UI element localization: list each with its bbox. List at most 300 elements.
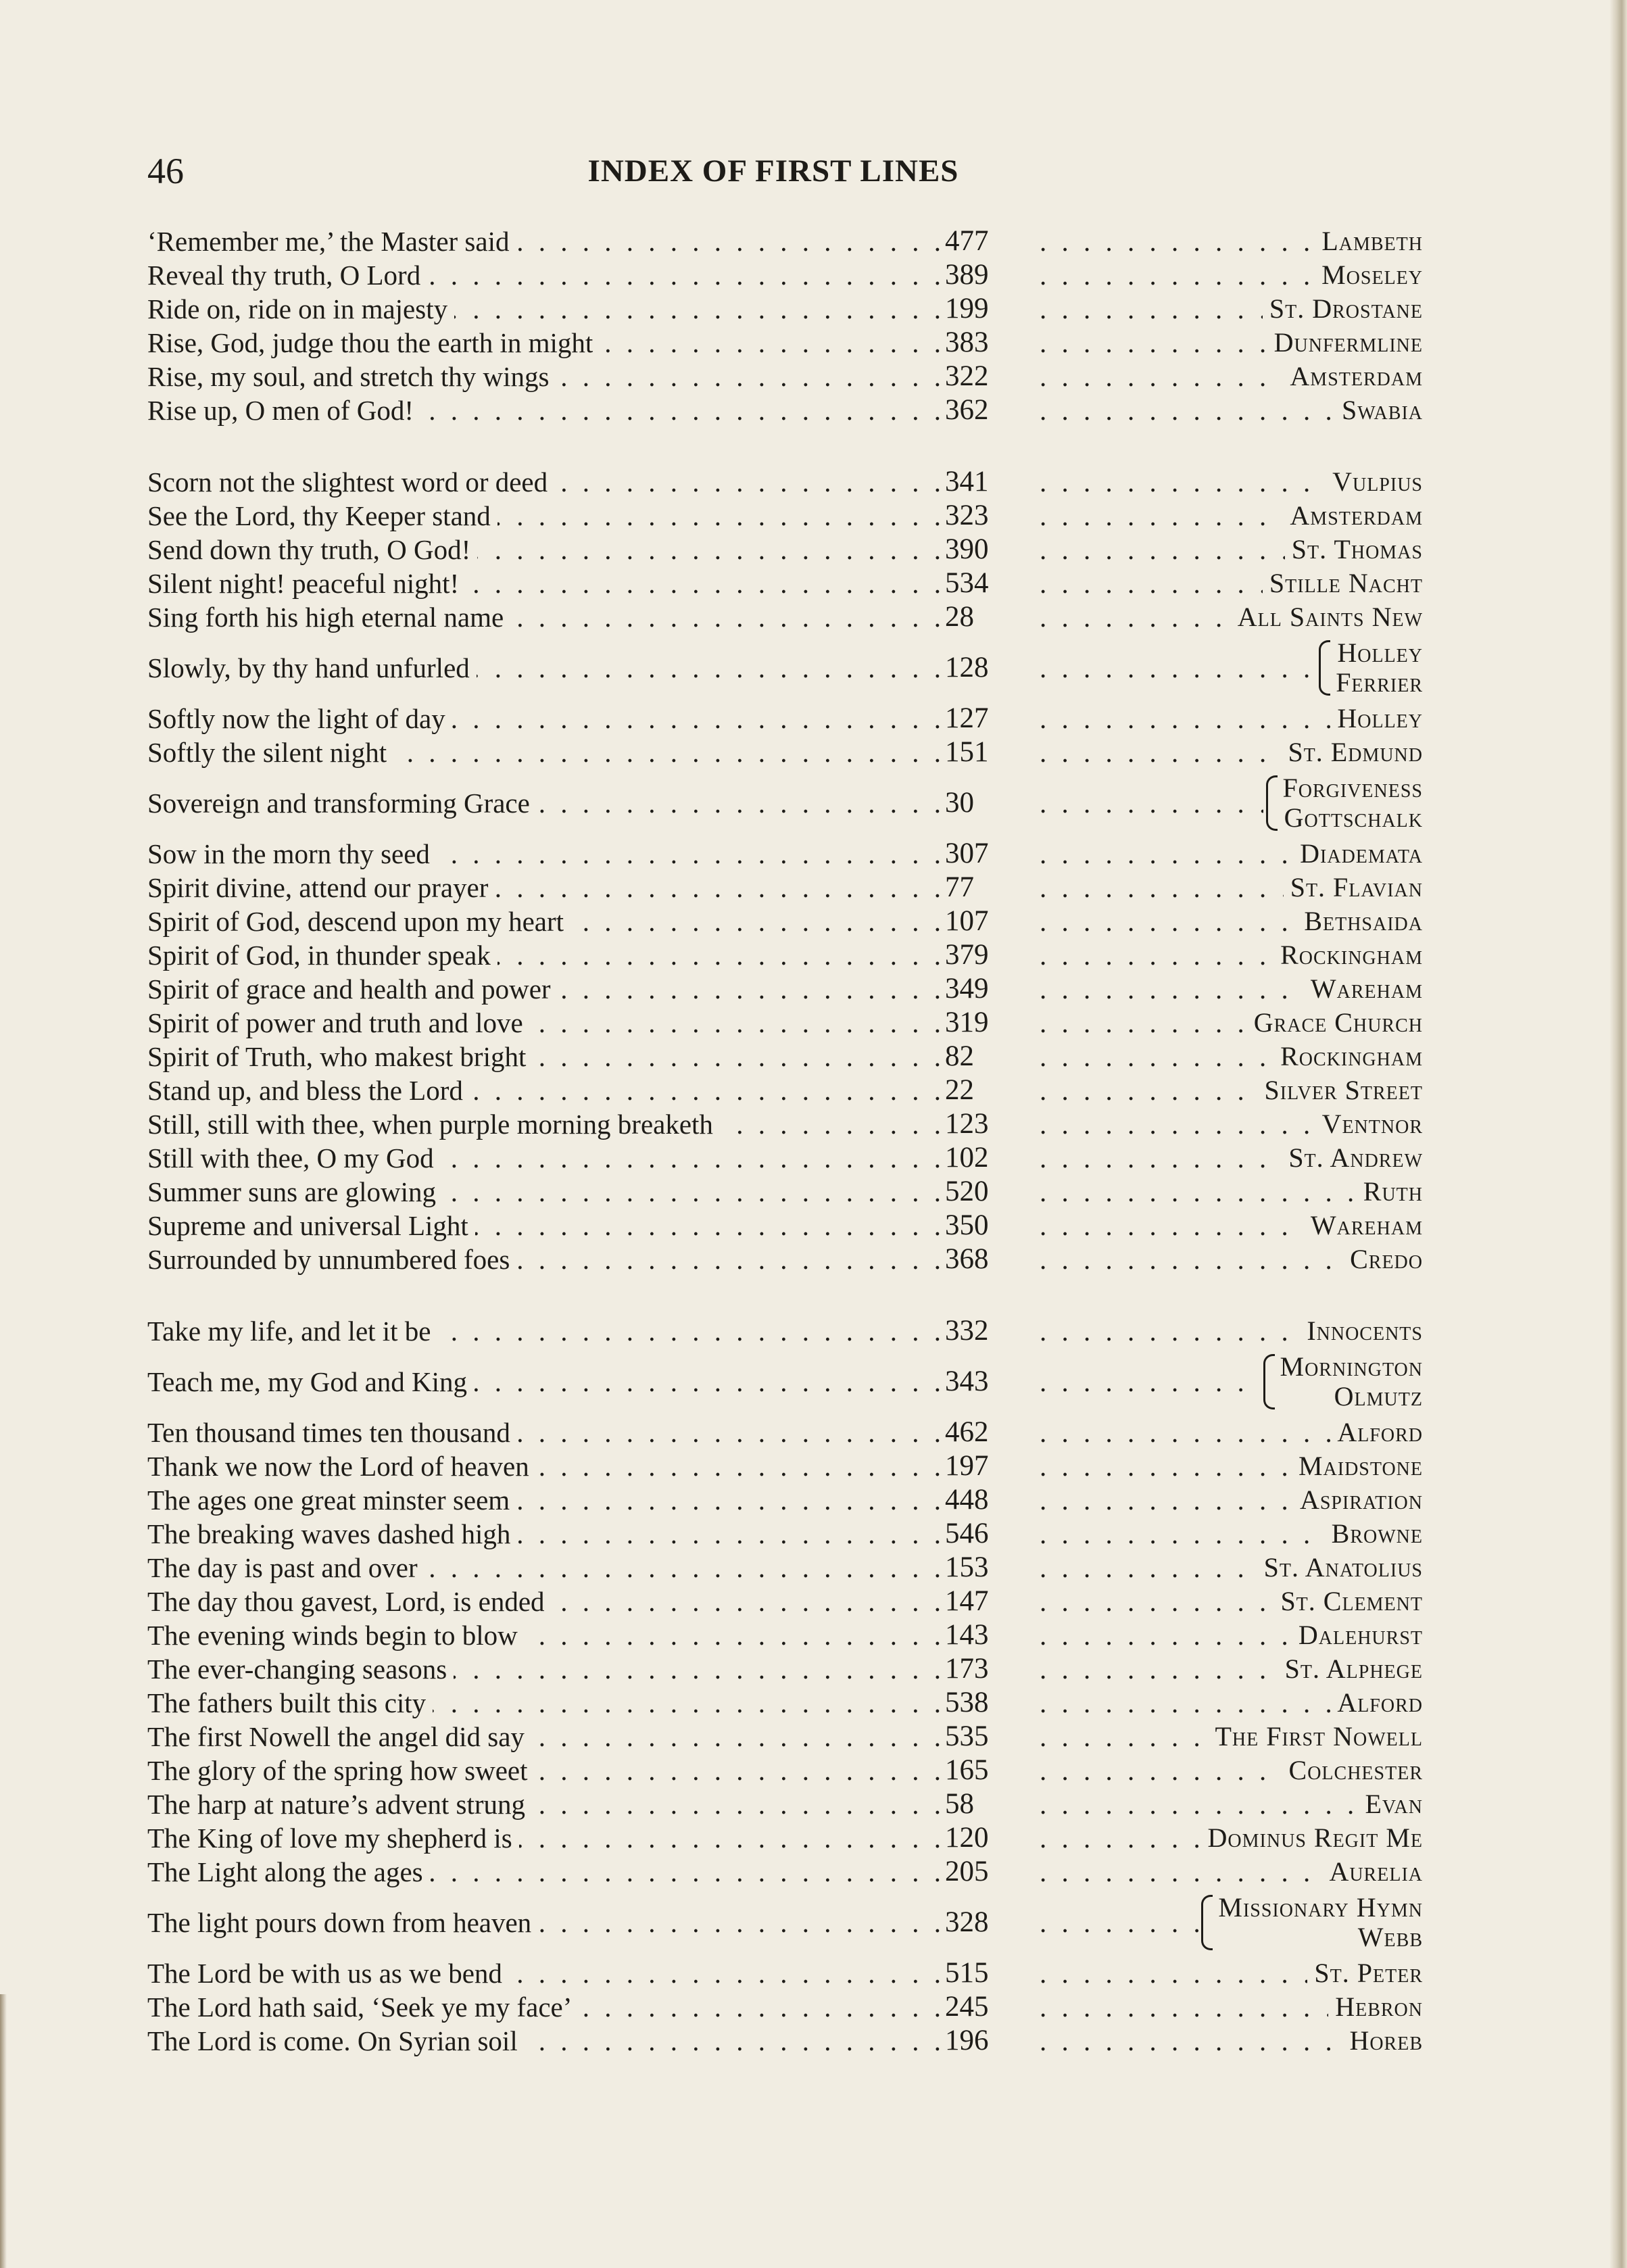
- tune-name: Wareham: [1310, 973, 1423, 1004]
- dot-leader: [452, 702, 945, 735]
- first-line-cell: [147, 2024, 945, 2058]
- index-entry: [147, 533, 1423, 566]
- first-line-cell: [147, 1686, 945, 1720]
- index-entry: [147, 600, 1423, 634]
- hymn-number: 328: [945, 1906, 989, 1938]
- dot-leader: [1040, 1686, 1330, 1720]
- dot-leader: [1040, 326, 1267, 360]
- index-entry: [147, 1787, 1423, 1821]
- index-entry: [147, 702, 1423, 735]
- tune-name: St. Clement: [1280, 1586, 1423, 1616]
- dot-leader: [1040, 1209, 1304, 1242]
- tune-cell: [1040, 1652, 1423, 1686]
- tune-cell: [1040, 1242, 1423, 1276]
- index-entry: [147, 1242, 1423, 1276]
- dot-leader: [1040, 1073, 1258, 1107]
- index-entry: [147, 1754, 1423, 1787]
- tune-cell: [1040, 465, 1423, 499]
- dot-leader: [1040, 465, 1326, 499]
- dot-leader: [1040, 533, 1285, 566]
- index-entry: [147, 393, 1423, 427]
- index-entry: [147, 1416, 1423, 1449]
- first-line-text: Supreme and universal Light: [147, 1210, 468, 1241]
- dot-leader: [430, 1855, 945, 1889]
- tune-cell: [1040, 1209, 1423, 1242]
- first-line-text: Rise up, O men of God!: [147, 395, 414, 426]
- dot-leader: [1040, 1365, 1261, 1399]
- dot-leader: [443, 1175, 945, 1209]
- first-line-cell: [147, 326, 945, 360]
- first-line-cell: [147, 1517, 945, 1551]
- first-line-cell: [147, 651, 945, 685]
- tune-cell: [1040, 1855, 1423, 1889]
- index-entry: [147, 1449, 1423, 1483]
- index-entry: [147, 1073, 1423, 1107]
- index-entry: [147, 1585, 1423, 1618]
- brace-icon: [1201, 1895, 1213, 1950]
- dot-leader: [438, 1314, 945, 1348]
- tune-cell: [1040, 1787, 1423, 1821]
- tune-name: Colchester: [1288, 1755, 1423, 1785]
- tune-name: Vulpius: [1332, 466, 1423, 497]
- tune-cell: [1040, 1416, 1423, 1449]
- hymn-number: 77: [945, 871, 974, 903]
- dot-leader: [474, 1365, 945, 1399]
- first-line-cell: [147, 1209, 945, 1242]
- tune-cell: [1040, 1754, 1423, 1787]
- hymn-number: 197: [945, 1450, 989, 1482]
- index-entry: [147, 871, 1423, 904]
- hymn-number: 546: [945, 1518, 989, 1549]
- index-entry: [147, 1956, 1423, 1990]
- dot-leader: [525, 1618, 945, 1652]
- index-entry: [147, 1314, 1423, 1348]
- tune-name: Missionary Hymn: [1218, 1893, 1423, 1923]
- hymn-number: 341: [945, 466, 989, 498]
- first-line-cell: [147, 972, 945, 1006]
- index-entry: [147, 1855, 1423, 1889]
- index-entry: [147, 1517, 1423, 1551]
- tune-cell: [1040, 1893, 1423, 1952]
- first-line-cell: [147, 1585, 945, 1618]
- tune-name: Amsterdam: [1290, 500, 1423, 531]
- first-line-text: The ever-changing seasons: [147, 1654, 447, 1685]
- dot-leader: [495, 871, 945, 904]
- index-entry: [147, 1040, 1423, 1073]
- tune-cell: [1040, 1956, 1423, 1990]
- index-section: [147, 1314, 1423, 2058]
- tune-name: Grace Church: [1253, 1007, 1423, 1038]
- first-line-text: The light pours down from heaven: [147, 1907, 532, 1938]
- hymn-number: 153: [945, 1551, 989, 1583]
- index-entry: [147, 2024, 1423, 2058]
- tune-cell: [1040, 600, 1423, 634]
- index-entry: [147, 1175, 1423, 1209]
- tune-cell: [1040, 1040, 1423, 1073]
- first-line-text: Spirit of grace and health and power: [147, 973, 551, 1005]
- index-entry: [147, 1990, 1423, 2024]
- dot-leader: [1040, 393, 1335, 427]
- index-entry: [147, 1551, 1423, 1585]
- tune-cell: [1040, 1618, 1423, 1652]
- index-entry: [147, 1686, 1423, 1720]
- first-line-cell: [147, 1956, 945, 1990]
- dot-leader: [1040, 1006, 1247, 1040]
- index-section: [147, 224, 1423, 427]
- dot-leader: [554, 465, 945, 499]
- first-line-text: Still with thee, O my God: [147, 1142, 434, 1174]
- tune-name: Ferrier: [1336, 667, 1423, 698]
- first-line-text: The Lord be with us as we bend: [147, 1958, 502, 1989]
- index-entry: [147, 1141, 1423, 1175]
- tune-cell: [1040, 1314, 1423, 1348]
- tune-pair: [1198, 1893, 1423, 1952]
- tune-cell: [1040, 1483, 1423, 1517]
- first-line-cell: [147, 1720, 945, 1754]
- dot-leader: [1040, 600, 1231, 634]
- dot-leader: [466, 566, 945, 600]
- dot-leader: [393, 735, 945, 769]
- first-line-cell: [147, 1365, 945, 1399]
- dot-leader: [1040, 1483, 1293, 1517]
- tune-name: St. Andrew: [1288, 1142, 1423, 1173]
- first-line-cell: [147, 465, 945, 499]
- index-entry: [147, 972, 1423, 1006]
- tune-name: Aurelia: [1329, 1856, 1423, 1887]
- tune-name: St. Drostane: [1269, 293, 1423, 324]
- dot-leader: [1040, 1314, 1300, 1348]
- tune-name: Dalehurst: [1298, 1620, 1423, 1650]
- page-edge-shadow: [1609, 0, 1627, 2268]
- first-line-cell: [147, 499, 945, 533]
- dot-leader: [579, 1990, 945, 2024]
- tune-name: The First Nowell: [1215, 1721, 1423, 1752]
- tune-name: Amsterdam: [1290, 361, 1423, 391]
- first-line-cell: [147, 735, 945, 769]
- hymn-number: 245: [945, 1991, 989, 2023]
- first-line-cell: [147, 1618, 945, 1652]
- first-line-cell: [147, 1906, 945, 1939]
- index-entry: [147, 360, 1423, 393]
- index-entry: [147, 1107, 1423, 1141]
- first-line-cell: [147, 702, 945, 735]
- dot-leader: [1040, 1449, 1292, 1483]
- first-line-text: Stand up, and bless the Lord: [147, 1075, 463, 1106]
- tune-pair: [1316, 638, 1423, 698]
- hymn-number: 322: [945, 360, 989, 392]
- first-line-text: The harp at nature’s advent strung: [147, 1789, 526, 1820]
- dot-leader: [537, 786, 945, 820]
- index-entry: [147, 634, 1423, 702]
- dot-leader: [535, 1754, 946, 1787]
- tune-pair: [1263, 773, 1423, 833]
- index-entry: [147, 1483, 1423, 1517]
- first-line-text: Ride on, ride on in majesty: [147, 293, 448, 324]
- hymn-number: 307: [945, 838, 989, 869]
- first-line-text: Spirit of Truth, who makest bright: [147, 1041, 527, 1072]
- index-entry: [147, 1720, 1423, 1754]
- tune-cell: [1040, 1352, 1423, 1412]
- dot-leader: [470, 1073, 945, 1107]
- tune-name: Lambeth: [1321, 226, 1423, 256]
- hymn-number: 30: [945, 787, 974, 819]
- dot-leader: [1040, 1754, 1282, 1787]
- tune-cell: [1040, 1686, 1423, 1720]
- dot-leader: [1040, 1517, 1325, 1551]
- dot-leader: [1040, 2024, 1342, 2058]
- dot-leader: [558, 972, 945, 1006]
- first-line-text: See the Lord, thy Keeper stand: [147, 500, 491, 531]
- tune-name: Webb: [1357, 1922, 1423, 1952]
- tune-cell: [1040, 1006, 1423, 1040]
- hymn-number: 349: [945, 973, 989, 1005]
- first-line-text: The breaking waves dashed high: [147, 1518, 511, 1549]
- tune-name: Bethsaida: [1304, 906, 1423, 936]
- dot-leader: [477, 533, 945, 566]
- dot-leader: [1040, 1821, 1201, 1855]
- tune-cell: [1040, 1517, 1423, 1551]
- first-line-text: Slowly, by thy hand unfurled: [147, 652, 470, 683]
- dot-leader: [1040, 292, 1263, 326]
- dot-leader: [1040, 224, 1315, 258]
- tune-name: Alford: [1337, 1417, 1423, 1447]
- tune-name: Alford: [1337, 1687, 1423, 1718]
- first-line-text: The King of love my shepherd is: [147, 1823, 512, 1854]
- first-line-cell: [147, 1175, 945, 1209]
- hymn-number: 368: [945, 1243, 989, 1275]
- first-line-text: Take my life, and let it be: [147, 1316, 431, 1347]
- hymn-number: 332: [945, 1315, 989, 1347]
- index-entry: [147, 837, 1423, 871]
- dot-leader: [531, 1720, 945, 1754]
- first-line-text: Softly now the light of day: [147, 703, 445, 734]
- index-entry: [147, 769, 1423, 837]
- dot-leader: [536, 1449, 945, 1483]
- tune-cell: [1040, 837, 1423, 871]
- first-line-text: The fathers built this city: [147, 1687, 427, 1718]
- page-title: INDEX OF FIRST LINES: [587, 153, 959, 189]
- dot-leader: [1040, 258, 1315, 292]
- tune-name: Gottschalk: [1284, 802, 1423, 833]
- tune-name: Diademata: [1300, 838, 1423, 869]
- tune-name: St. Thomas: [1291, 534, 1423, 564]
- tune-cell: [1040, 1107, 1423, 1141]
- hymn-number: 350: [945, 1209, 989, 1241]
- tune-cell: [1040, 258, 1423, 292]
- first-line-cell: [147, 1551, 945, 1585]
- first-line-text: Rise, God, judge thou the earth in might: [147, 327, 593, 358]
- tune-name: Evan: [1365, 1789, 1423, 1819]
- dot-leader: [427, 258, 945, 292]
- dot-leader: [510, 600, 945, 634]
- tune-name: Holley: [1337, 703, 1423, 733]
- dot-leader: [1040, 871, 1284, 904]
- brace-icon: [1263, 1354, 1275, 1409]
- dot-leader: [1040, 499, 1283, 533]
- dot-leader: [532, 1787, 945, 1821]
- first-line-text: The Lord hath said, ‘Seek ye my face’: [147, 1992, 573, 2023]
- tune-cell: [1040, 972, 1423, 1006]
- hymn-number: 165: [945, 1754, 989, 1786]
- tune-name: Browne: [1331, 1518, 1423, 1549]
- index-entry: [147, 1618, 1423, 1652]
- dot-leader: [1040, 1855, 1322, 1889]
- first-line-text: Sovereign and transforming Grace: [147, 788, 530, 819]
- hymn-number: 538: [945, 1687, 989, 1718]
- hymn-number: 383: [945, 327, 989, 358]
- hymn-number: 143: [945, 1619, 989, 1651]
- index-entry: [147, 1006, 1423, 1040]
- tune-cell: [1040, 735, 1423, 769]
- page-number: 46: [147, 151, 184, 191]
- first-line-text: The Light along the ages: [147, 1856, 423, 1887]
- hymn-number: 107: [945, 905, 989, 937]
- hymn-number: 323: [945, 500, 989, 531]
- index-of-first-lines: [147, 224, 1423, 2058]
- dot-leader: [517, 1416, 945, 1449]
- first-line-text: Silent night! peaceful night!: [147, 568, 460, 599]
- first-line-cell: [147, 393, 945, 427]
- dot-leader: [1040, 1141, 1282, 1175]
- first-line-cell: [147, 871, 945, 904]
- first-line-text: Thank we now the Lord of heaven: [147, 1451, 529, 1482]
- dot-leader: [530, 1006, 945, 1040]
- first-line-cell: [147, 1040, 945, 1073]
- index-entry: [147, 1821, 1423, 1855]
- dot-leader: [1040, 904, 1297, 938]
- hymn-number: 58: [945, 1788, 974, 1820]
- hymn-number: 205: [945, 1856, 989, 1887]
- tune-name: Dominus Regit Me: [1207, 1823, 1423, 1853]
- hymn-number: 123: [945, 1108, 989, 1140]
- first-line-cell: [147, 1483, 945, 1517]
- tune-cell: [1040, 326, 1423, 360]
- first-line-cell: [147, 1242, 945, 1276]
- tune-name: St. Anatolius: [1263, 1552, 1423, 1583]
- hymn-number: 22: [945, 1074, 974, 1106]
- tune-name: Rockingham: [1280, 940, 1423, 970]
- tune-name: Holley: [1337, 638, 1423, 668]
- first-line-text: The Lord is come. On Syrian soil: [147, 2025, 518, 2056]
- hymn-number: 520: [945, 1176, 989, 1207]
- dot-leader: [1040, 1956, 1307, 1990]
- dot-leader: [497, 938, 945, 972]
- hymn-number: 120: [945, 1822, 989, 1854]
- hymn-number: 173: [945, 1653, 989, 1685]
- dot-leader: [433, 1686, 945, 1720]
- dot-leader: [1040, 1720, 1208, 1754]
- first-line-cell: [147, 600, 945, 634]
- tune-cell: [1040, 292, 1423, 326]
- first-line-text: Summer suns are glowing: [147, 1176, 437, 1207]
- first-line-text: Spirit of God, descend upon my heart: [147, 906, 564, 937]
- first-line-text: Sow in the morn thy seed: [147, 838, 430, 869]
- tune-cell: [1040, 773, 1423, 833]
- dot-leader: [1040, 1906, 1198, 1939]
- dot-leader: [477, 651, 945, 685]
- first-line-cell: [147, 292, 945, 326]
- first-line-text: Reveal thy truth, O Lord: [147, 260, 421, 291]
- tune-name: Innocents: [1307, 1316, 1423, 1346]
- dot-leader: [1040, 1242, 1343, 1276]
- tune-cell: [1040, 2024, 1423, 2058]
- dot-leader: [1040, 1990, 1328, 2024]
- tune-name: Silver Street: [1264, 1075, 1423, 1105]
- first-line-cell: [147, 1416, 945, 1449]
- dot-leader: [517, 1517, 945, 1551]
- hymn-number: 199: [945, 293, 989, 324]
- tune-cell: [1040, 360, 1423, 393]
- tune-cell: [1040, 1720, 1423, 1754]
- page-header: [147, 150, 1399, 197]
- dot-leader: [552, 1585, 945, 1618]
- dot-leader: [570, 904, 945, 938]
- dot-leader: [1040, 1416, 1330, 1449]
- tune-name: Rockingham: [1280, 1041, 1423, 1071]
- hymn-number: 127: [945, 702, 989, 734]
- dot-leader: [509, 1956, 945, 1990]
- tune-name: Olmutz: [1334, 1381, 1423, 1412]
- first-line-cell: [147, 1787, 945, 1821]
- dot-leader: [600, 326, 945, 360]
- hymn-number: 151: [945, 736, 989, 768]
- hymn-number: 319: [945, 1007, 989, 1038]
- index-entry: [147, 465, 1423, 499]
- tune-name: St. Flavian: [1290, 872, 1423, 902]
- first-line-text: Still, still with thee, when purple morning breaketh: [147, 1109, 713, 1140]
- first-line-cell: [147, 533, 945, 566]
- dot-leader: [1040, 972, 1304, 1006]
- dot-leader: [516, 1242, 945, 1276]
- dot-leader: [533, 1040, 945, 1073]
- tune-cell: [1040, 1449, 1423, 1483]
- tune-name: Aspiration: [1299, 1485, 1423, 1515]
- dot-leader: [454, 292, 945, 326]
- index-entry: [147, 1652, 1423, 1686]
- tune-cell: [1040, 638, 1423, 698]
- tune-cell: [1040, 499, 1423, 533]
- tune-cell: [1040, 1990, 1423, 2024]
- tune-cell: [1040, 1175, 1423, 1209]
- dot-leader: [1040, 1107, 1315, 1141]
- dot-leader: [454, 1652, 945, 1686]
- hymn-number: 390: [945, 533, 989, 565]
- first-line-text: The evening winds begin to blow: [147, 1620, 518, 1651]
- hymn-number: 102: [945, 1142, 989, 1174]
- index-entry: [147, 938, 1423, 972]
- tune-cell: [1040, 702, 1423, 735]
- first-line-text: Softly the silent night: [147, 737, 387, 768]
- tune-cell: [1040, 1141, 1423, 1175]
- tune-name: St. Alphege: [1284, 1654, 1423, 1684]
- first-line-text: Scorn not the slightest word or deed: [147, 466, 548, 498]
- first-line-cell: [147, 1652, 945, 1686]
- dot-leader: [720, 1107, 945, 1141]
- first-line-cell: [147, 1314, 945, 1348]
- brace-icon: [1266, 775, 1278, 831]
- tune-name: Hebron: [1335, 1992, 1423, 2022]
- first-line-cell: [147, 1073, 945, 1107]
- index-entry: [147, 1348, 1423, 1416]
- hymn-number: 448: [945, 1484, 989, 1516]
- first-line-cell: [147, 938, 945, 972]
- tune-name: All Saints New: [1237, 602, 1423, 632]
- hymn-number: 389: [945, 259, 989, 291]
- first-line-cell: [147, 1141, 945, 1175]
- first-line-text: Rise, my soul, and stretch thy wings: [147, 361, 550, 392]
- first-line-cell: [147, 904, 945, 938]
- dot-leader: [1040, 786, 1263, 820]
